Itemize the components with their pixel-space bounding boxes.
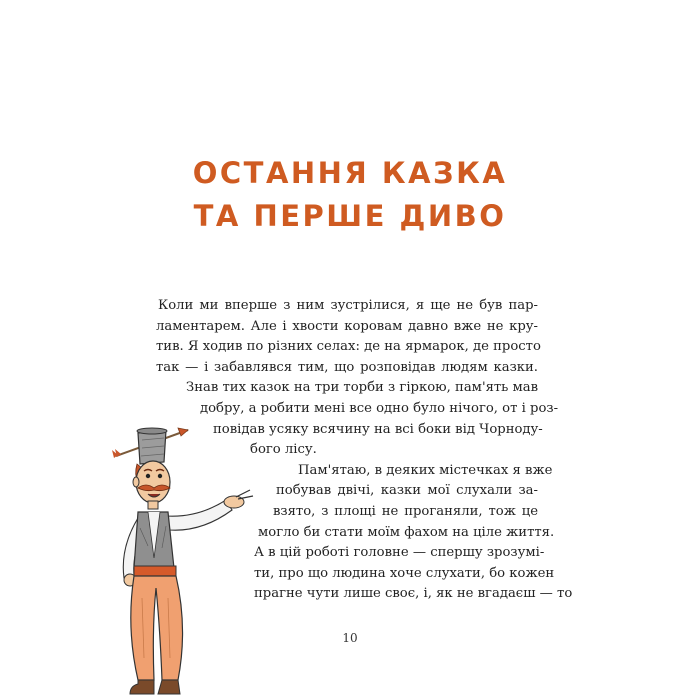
text-line: повідав усяку всячину на всі боки від Чорноду- [213, 421, 543, 437]
storyteller-illustration [108, 418, 268, 700]
page-number: 10 [342, 631, 358, 645]
trousers [131, 576, 183, 680]
boots [130, 680, 180, 694]
text-line: А в цій роботі головне — спершу зрозумі- [254, 545, 545, 561]
raised-hand [224, 490, 253, 508]
vest [134, 512, 174, 568]
text-line: взято, з площі не проганяли, тож це [273, 503, 538, 519]
text-line: ти, про що людина хоче слухати, бо кожен [254, 565, 555, 581]
chapter-title [150, 152, 550, 238]
text-line: Пам'ятаю, в деяких містечках я вже [298, 462, 553, 478]
text-line: Знав тих казок на три торби з гіркою, пам'ять мав [186, 380, 539, 396]
chapter-title-line-1: ОСТАННЯ КАЗКА [192, 156, 508, 190]
tall-hat [137, 428, 167, 464]
text-line: Коли ми вперше з ним зустрілися, я ще не був пар- [158, 298, 538, 313]
text-line: тив. Я ходив по різних селах: де на ярмарок, де просто [156, 339, 541, 355]
text-line: побував двічі, казки мої слухали за- [276, 483, 538, 499]
text-line: бого лісу. [250, 442, 317, 458]
chapter-title-line-2: ТА ПЕРШЕ ДИВО [193, 199, 507, 233]
text-line: ламентарем. Але і хвости коровам давно вже не кру- [156, 318, 538, 334]
text-line: прагне чути лише своє, і, як не вгадаєш — то [254, 586, 573, 602]
text-line: так — і забавлявся тим, що розповідав людям казки. [156, 359, 538, 375]
text-line: могло би стати моїм фахом на ціле життя. [258, 524, 555, 540]
text-line: добру, а робити мені все одно було нічого, от і роз- [200, 400, 559, 416]
